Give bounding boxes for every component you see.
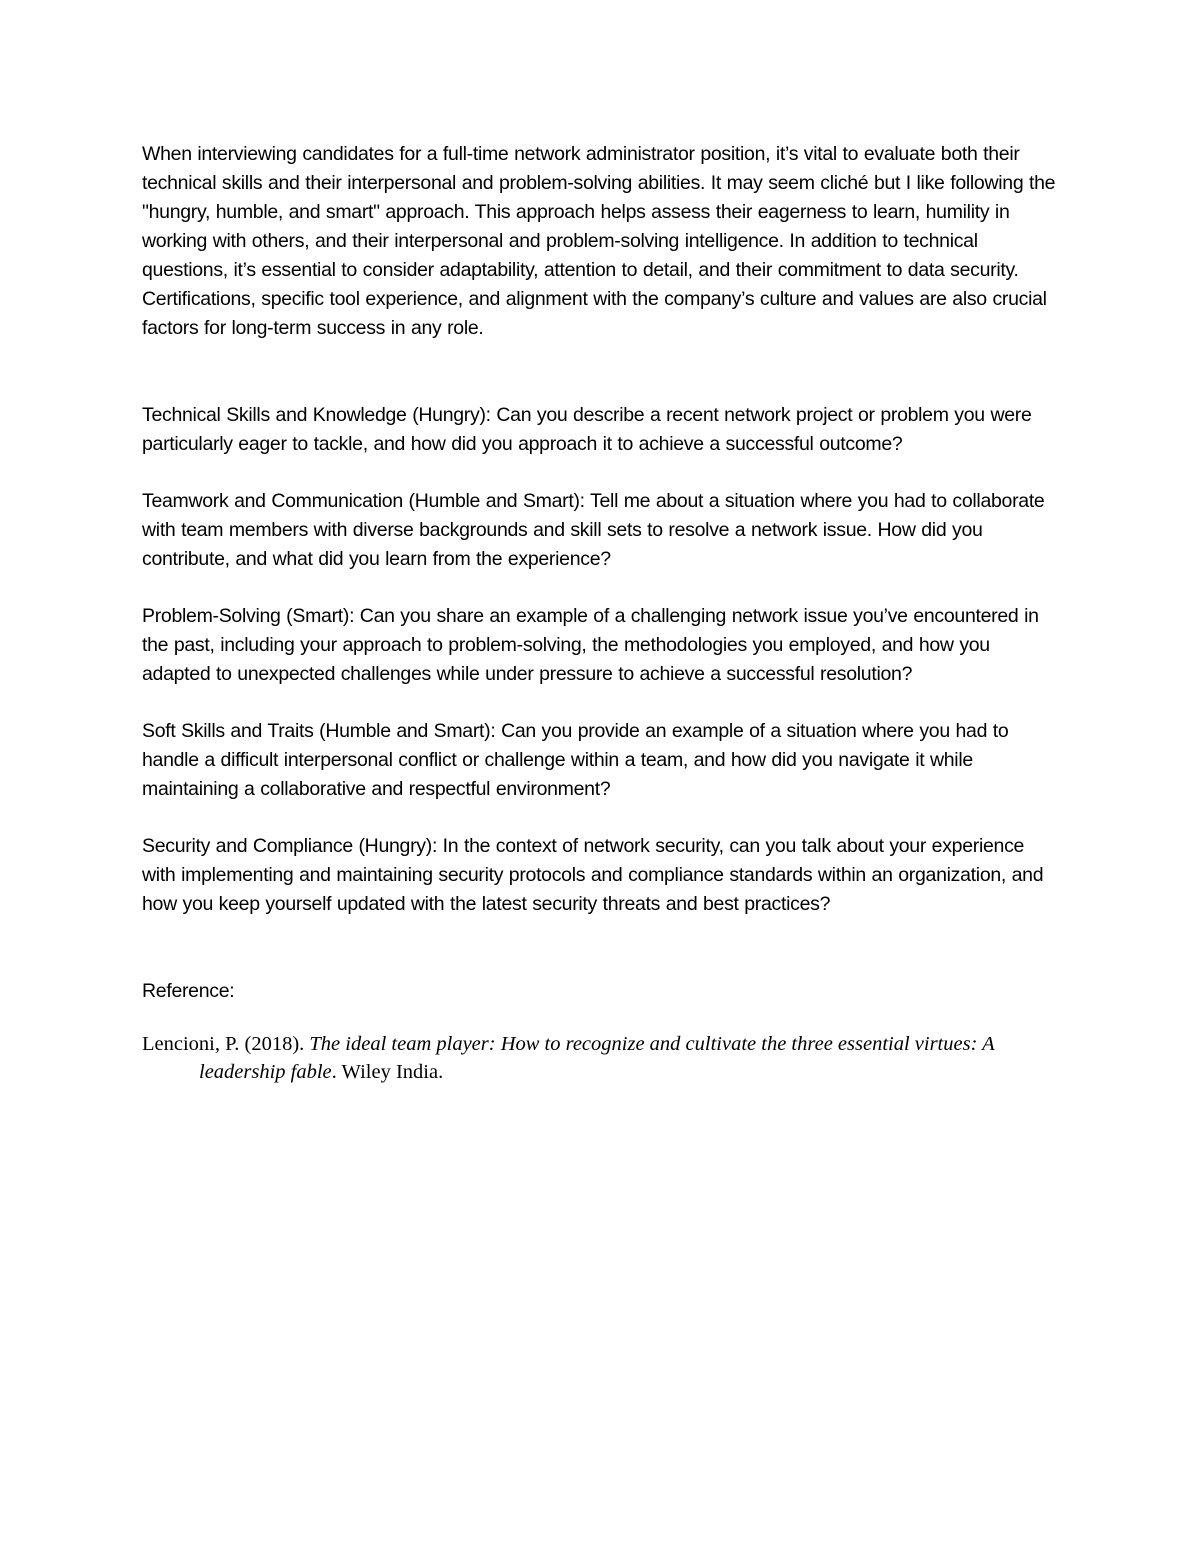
question-technical-skills: Technical Skills and Knowledge (Hungry): Can you describe a recent network project or problem you were particularly eager to tackle, and how did you approach it to achieve a successful outcome? [142, 404, 1032, 455]
reference-heading: Reference: [142, 980, 235, 1002]
citation-author: Lencioni, P. (2018). [142, 1033, 310, 1055]
document-body [142, 140, 1062, 1086]
intro-paragraph: When interviewing candidates for a full-time network administrator position, it’s vital to evaluate both their technical skills and their interpersonal and problem-solving abilities. It may seem cliché but I like following the "hungry, humble, and smart" approach. This approach helps assess their eagerness to learn, humility in working with others, and their interpersonal and problem-solving intelligence. In addition to technical questions, it’s essential to consider adaptability, attention to detail, and their commitment to data security. Certifications, specific tool experience, and alignment with the company’s culture and values are also crucial factors for long-term success in any role. [142, 143, 1056, 339]
citation-publisher: . Wiley India. [331, 1061, 444, 1083]
question-teamwork: Teamwork and Communication (Humble and Smart): Tell me about a situation where you had to collaborate with team members with diverse backgrounds and skill sets to resolve a network issue. How did you contribute, and what did you learn from the experience? [142, 490, 1045, 570]
reference-citation [142, 1030, 1079, 1086]
question-problem-solving: Problem-Solving (Smart): Can you share an example of a challenging network issue you’ve encountered in the past, including your approach to problem-solving, the methodologies you employed, and how you adapted to unexpected challenges while under pressure to achieve a successful resolution? [142, 605, 1039, 685]
question-security-compliance: Security and Compliance (Hungry): In the context of network security, can you talk about your experience with implementing and maintaining security protocols and compliance standards within an organization, and how you keep yourself updated with the latest security threats and best practices? [142, 835, 1044, 915]
question-soft-skills: Soft Skills and Traits (Humble and Smart): Can you provide an example of a situation where you had to handle a difficult interpersonal conflict or challenge within a team, and how did you navigate it while maintaining a collaborative and respectful environment? [142, 720, 1009, 800]
citation-title: The ideal team player: How to recognize and cultivate the three essential virtues: A leadership fable [199, 1033, 995, 1083]
